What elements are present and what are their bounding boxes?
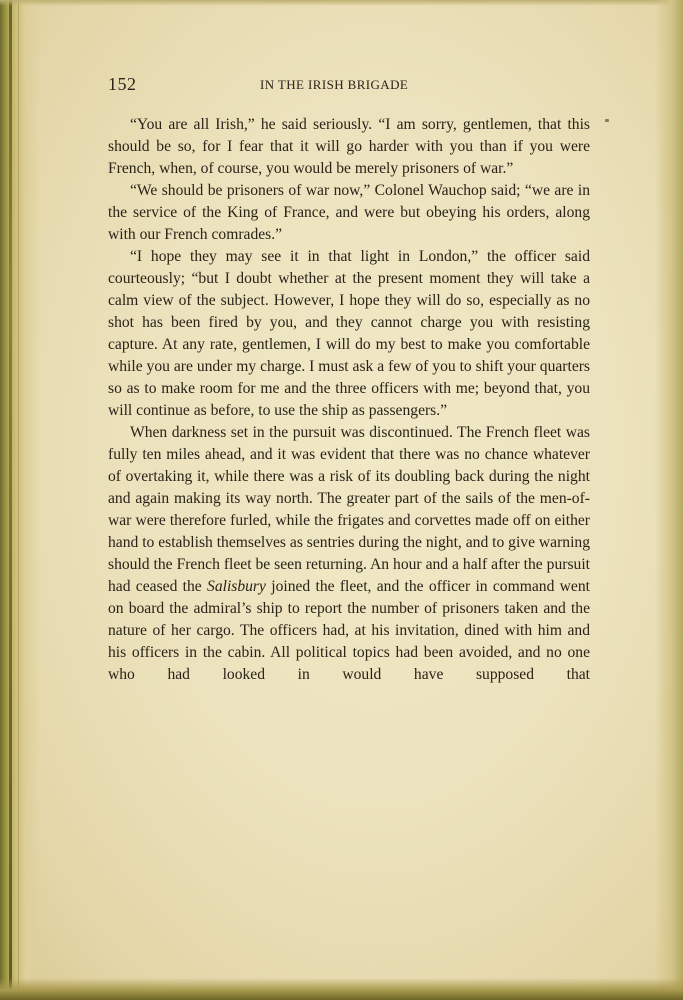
- paragraph-4-start: When darkness set in the pursuit was discontinued. The French fleet was fully ten miles ahead, and it was evident that there was no chance whatever of overtaking it, while there was a risk of its doubling back during the night and again making its way north. The greater part of the sails of the men-of-war were therefore furled, while the frigates and corvettes made off on either hand to establish themselves as sentries during the night, and to give warning should the French fleet be seen returning. An hour and a half after the pursuit had ceased the: [108, 424, 591, 595]
- top-page-edge: [0, 0, 683, 6]
- binding-shadow-line: [9, 0, 12, 1000]
- page-header: [108, 74, 590, 98]
- page-number: 152: [108, 74, 137, 94]
- running-head: IN THE IRISH BRIGADE: [260, 77, 409, 92]
- ink-mark: [605, 119, 609, 122]
- paragraph-2: “We should be prisoners of war now,” Colonel Wauchop said; “we are in the service of the King of France, and were but obeying his orders, along with our French comrades.”: [108, 182, 590, 243]
- ship-name: Salisbury: [207, 578, 266, 595]
- bottom-page-edge: [0, 978, 683, 1000]
- book-binding: [0, 0, 40, 1000]
- binding-edge-line: [18, 0, 19, 1000]
- paragraph-1: “You are all Irish,” he said seriously. “I am sorry, gentlemen, that this should be so, for I fear that it will go harder with you than if you were French, when, of course, you would be merely prisoners of war.”: [108, 116, 590, 177]
- paragraph-4: [108, 422, 590, 686]
- right-page-edge: [655, 0, 683, 1000]
- paragraph-3: “I hope they may see it in that light in London,” the officer said courteously; “but I doubt whether at the present moment they will take a calm view of the subject. However, I hope they will do so, especially as no shot has been fired by you, and they cannot charge you with resisting capture. At any rate, gentlemen, I will do my best to make you comfortable while you are under my charge. I must ask a few of you to shift your quarters so as to make room for me and the three officers with me; beyond that, you will continue as before, to use the ship as passengers.”: [108, 248, 590, 419]
- body-text: [108, 114, 590, 686]
- paragraph-4-end: joined the fleet, and the officer in command went on board the admiral’s ship to report the number of prisoners taken and the nature of her cargo. The officers had, at his invitation, dined with him and his officers in the cabin. All political topics had been avoided, and no one who had looked in would have supposed that: [108, 578, 590, 683]
